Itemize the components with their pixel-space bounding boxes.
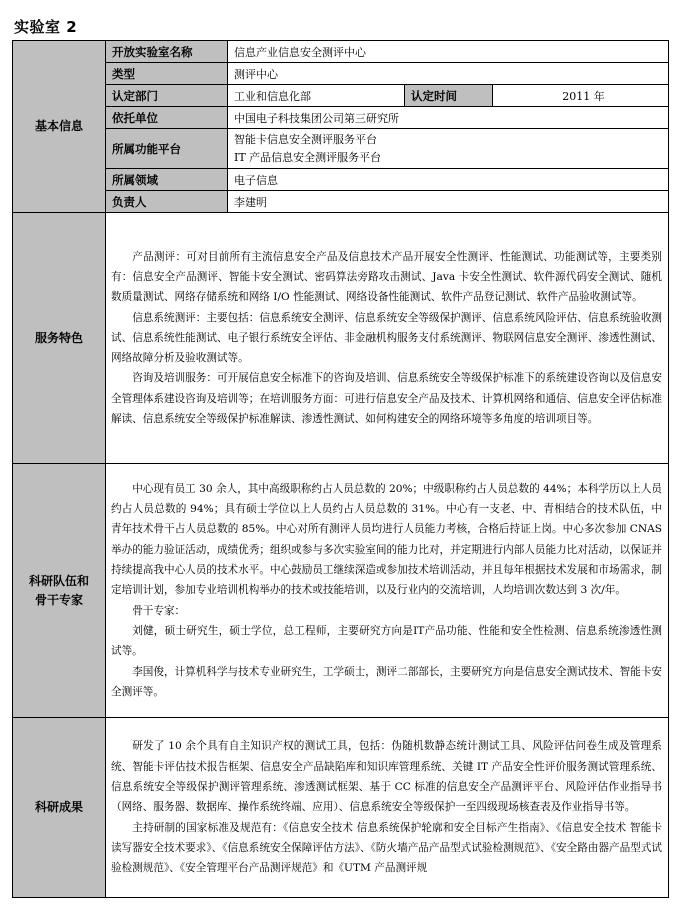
value-certification-time: 2011 年	[493, 85, 669, 107]
lab-info-table	[12, 40, 669, 898]
row-certifying-dept	[13, 85, 669, 107]
service-content	[106, 213, 669, 464]
row-results	[13, 718, 669, 898]
value-field: 电子信息	[228, 169, 669, 191]
row-person-in-charge	[13, 191, 669, 213]
results-para-2: 主持研制的国家标准及规范有：《信息安全技术 信息系统保护轮廓和安全目标产生指南》、《信息安全技术 智能卡读写器安全技术要求》、《信息系统安全保障评估方法》、《防火墙产品产品型式试验检测规范》、《安全路由器产品型式试验检测规范》、《安全管理平台产品测评规范》和《UTM 产品测评规	[111, 821, 663, 875]
section-team-label: 科研队伍和骨干专家	[28, 573, 89, 607]
section-team	[13, 464, 106, 718]
value-person-in-charge: 李建明	[228, 191, 669, 213]
value-type: 测评中心	[228, 63, 669, 85]
section-results: 科研成果	[13, 718, 106, 898]
row-host-unit	[13, 107, 669, 129]
results-para-1: 研发了 10 余个具有自主知识产权的测试工具，包括：伪随机数静态统计测试工具、风险评估问卷生成及管理系统、智能卡评估技术报告框架、信息安全产品缺陷库和知识库管理系统、关键 IT 产品安全性评价服务测试管理系统、信息系统安全等级保护测评管理系统、渗透测试框架、基于 CC 标准的信息安全产品测评平台、风险评估作业指导书（网络、服务器、数据库、操作系统终端、应用）、信息系统安全等级保护一至四级现场核查表及作业指导书等。	[111, 740, 663, 814]
row-platform	[13, 129, 669, 169]
row-lab-name	[13, 41, 669, 63]
label-field: 所属领域	[106, 169, 228, 191]
team-para-1: 中心现有员工 30 余人，其中高级职称约占人员总数的 20%；中级职称约占人员总数的 44%；本科学历以上人员约占人员总数的 94%；具有硕士学位以上人员约占人员总数的 31%。中心有一支老、中、青相结合的技术队伍，中青年技术骨干占人员总数的 85%。中心对所有测评人员均进行人员能力考核，合格后持证上岗。中心多次参加 CNAS 举办的能力验证活动，成绩优秀；组织或参与多次实验室间的能力比对，并定期进行内部人员能力比对活动，以保证并持续提高我中心人员的技术水平。中心鼓励员工继续深造或参加技术培训活动，并且每年根据技术发展和市场需求，制定培训计划，参加专业培训机构举办的技术或技能培训，以及行业内的交流培训，人均培训次数达到 3 次/年。	[111, 482, 663, 597]
row-team	[13, 464, 669, 718]
results-content	[106, 718, 669, 898]
team-content	[106, 464, 669, 718]
section-service: 服务特色	[13, 213, 106, 464]
row-service	[13, 213, 669, 464]
label-platform: 所属功能平台	[106, 129, 228, 169]
row-type	[13, 63, 669, 85]
section-basic-info: 基本信息	[13, 41, 106, 213]
platform-line-1: 智能卡信息安全测评服务平台	[234, 132, 377, 146]
team-para-3: 刘健，硕士研究生，硕士学位，总工程师，主要研究方向是IT产品功能、性能和安全性检测、信息系统渗透性测试等。	[111, 624, 663, 658]
service-para-3: 咨询及培训服务：可开展信息安全标准下的咨询及培训、信息系统安全等级保护标准下的系统建设咨询以及信息安全管理体系建设咨询及培训等；在培训服务方面：可进行信息安全产品及技术、计算机网络和通信、信息安全评估标准解读、信息系统安全等级保护标准解读、渗透性测试、如何构建安全的网络环境等多角度的培训项目等。	[111, 372, 663, 426]
label-lab-name: 开放实验室名称	[106, 41, 228, 63]
label-host-unit: 依托单位	[106, 107, 228, 129]
row-field	[13, 169, 669, 191]
platform-line-2: IT 产品信息安全测评服务平台	[234, 150, 382, 164]
label-type: 类型	[106, 63, 228, 85]
value-host-unit: 中国电子科技集团公司第三研究所	[228, 107, 669, 129]
value-platform	[228, 129, 669, 169]
label-certification-time: 认定时间	[405, 85, 493, 107]
label-certifying-dept: 认定部门	[106, 85, 228, 107]
value-certifying-dept: 工业和信息化部	[228, 85, 405, 107]
page-title: 实验室 2	[14, 18, 78, 36]
label-person-in-charge: 负责人	[106, 191, 228, 213]
team-para-4: 李国俊，计算机科学与技术专业研究生，工学硕士，测评二部部长，主要研究方向是信息安全测试技术、智能卡安全测评等。	[111, 665, 663, 698]
value-lab-name: 信息产业信息安全测评中心	[228, 41, 669, 63]
service-para-1: 产品测评：可对目前所有主流信息安全产品及信息技术产品开展安全性测评、性能测试、功能测试等，主要类别有：信息安全产品测评、智能卡安全测试、密码算法旁路攻击测试、Java 卡安全性测试、软件源代码安全测试、随机数质量测试、网络存储系统和网络 I/O 性能测试、网络设备性能测试、软件产品登记测试、软件产品验收测试等。	[111, 250, 663, 304]
team-para-2: 骨干专家：	[132, 604, 186, 617]
service-para-2: 信息系统测评：主要包括：信息系统安全测评、信息系统安全等级保护测评、信息系统风险评估、信息系统验收测试、信息系统性能测试、电子银行系统安全评估、非金融机构服务支付系统测评、物联网信息安全测评、渗透性测试、网络故障分析及验收测试等。	[111, 311, 663, 365]
